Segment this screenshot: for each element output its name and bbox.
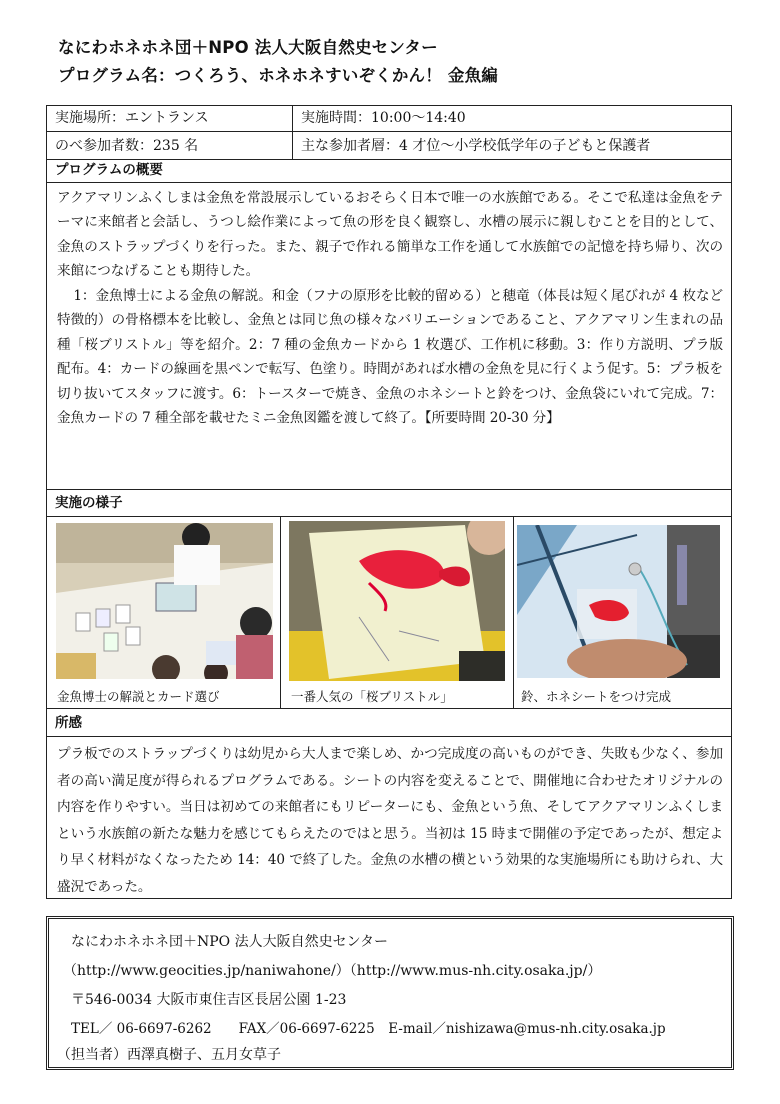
- photo-goldfish-expert: [56, 523, 273, 679]
- overview-paragraph-1: アクアマリンふくしまは金魚を常設展示しているおそらく日本で唯一の水族館である。そこで私達は金魚をテーマに来館者と会話し、うつし絵作業によって魚の形を良く観察し、水槽の展示に親しむことを目的として、金魚のストラップづくりを行った。また、親子で作れる簡単な工作を通して水族館での記憶を持ち帰り、次の来館につなげることも期待した。: [57, 190, 723, 280]
- photo-divider: [280, 517, 281, 708]
- org-title: なにわホネホネ団＋NPO 法人大阪自然史センター: [58, 38, 438, 57]
- scenes-heading-row: [47, 490, 731, 517]
- overview-heading: プログラムの概要: [55, 162, 163, 178]
- caption-photo-2: 一番人気の「桜ブリストル」: [291, 689, 453, 704]
- contact-box: [46, 916, 734, 1070]
- info-row-2: [47, 132, 731, 160]
- footer-org: なにわホネホネ団＋NPO 法人大阪自然史センター: [71, 934, 389, 950]
- caption-photo-1: 金魚博士の解説とカード選び: [57, 689, 220, 704]
- photo-divider: [513, 517, 514, 708]
- report-frame: [46, 105, 732, 899]
- impressions-paragraph: プラ板でのストラップづくりは幼児から大人まで楽しめ、かつ完成度の高いものができ、失敗も少なく、参加者の高い満足度が得られるプログラムである。シートの内容を変えることで、開催地に合わせたオリジナルの内容を作りやすい。当日は初めての来館者にもリピーターにも、金魚という魚、そしてアクアマリンふくしまという水族館の新たな魅力を感じてもらえたのではと思う。当初は 15 時まで開催の予定であったが、想定より早く材料がなくなったため 14：40 で終了した。金魚の水槽の横という効果的な実施場所にも助けられ、大盛況であった。: [57, 746, 723, 895]
- caption-photo-3: 鈴、ホネシートをつけ完成: [521, 689, 672, 704]
- program-title: プログラム名：つくろう、ホネホネすいぞくかん！ 金魚編: [58, 66, 498, 85]
- impressions-heading: 所感: [55, 715, 82, 731]
- photo-sakura-bristol-image: [289, 521, 505, 681]
- overview-heading-row: [47, 160, 731, 183]
- footer-staff: （担当者）西澤真樹子、五月女草子: [57, 1047, 281, 1063]
- impressions-body: [47, 737, 731, 897]
- time-cell: 実施時間：10:00～14:40: [301, 110, 466, 126]
- scenes-heading: 実施の様子: [55, 495, 123, 511]
- photo-finished-strap: [517, 525, 720, 678]
- photo-goldfish-expert-image: [56, 523, 273, 679]
- photo-sakura-bristol: [289, 521, 505, 681]
- impressions-heading-row: [47, 709, 731, 737]
- overview-body: [47, 183, 731, 490]
- venue-cell: 実施場所：エントランス: [55, 110, 209, 126]
- audience-cell: 主な参加者層：4 才位～小学校低学年の子どもと保護者: [301, 138, 651, 154]
- footer-address: 〒546-0034 大阪市東住吉区長居公園 1-23: [71, 992, 347, 1008]
- footer-contact: TEL／ 06-6697-6262 FAX／06-6697-6225 E-mail／nishizawa@mus-nh.city.osaka.jp: [71, 1021, 666, 1037]
- overview-paragraph-2: 1：金魚博士による金魚の解説。和金（フナの原形を比較的留める）と穂竜（体長は短く尾びれが 4 枚など特徴的）の骨格標本を比較し、金魚とは同じ魚の様々なバリエーションであること、アクアマリン生まれの品種「桜ブリストル」等を紹介。2：7 種の金魚カードから 1 枚選び、工作机に移動。3：作り方説明、プラ版配布。4：カードの線画を黒ペンで転写、色塗り。時間があれば水槽の金魚を見に行くよう促す。5：プラ板を切り抜いてスタッフに渡す。6：トースターで焼き、金魚のホネシートと鈴をつけ、金魚袋にいれて完成。7：金魚カードの 7 種全部を載せたミニ金魚図鑑を渡して終了。【所要時間 20-30 分】: [57, 288, 723, 427]
- footer-urls: （http://www.geocities.jp/naniwahone/）（http://www.mus-nh.city.osaka.jp/）: [63, 963, 602, 979]
- info-row-1: [47, 106, 731, 132]
- photos-row: [47, 517, 731, 709]
- participants-cell: のべ参加者数：235 名: [55, 138, 199, 154]
- photo-finished-strap-image: [517, 525, 720, 678]
